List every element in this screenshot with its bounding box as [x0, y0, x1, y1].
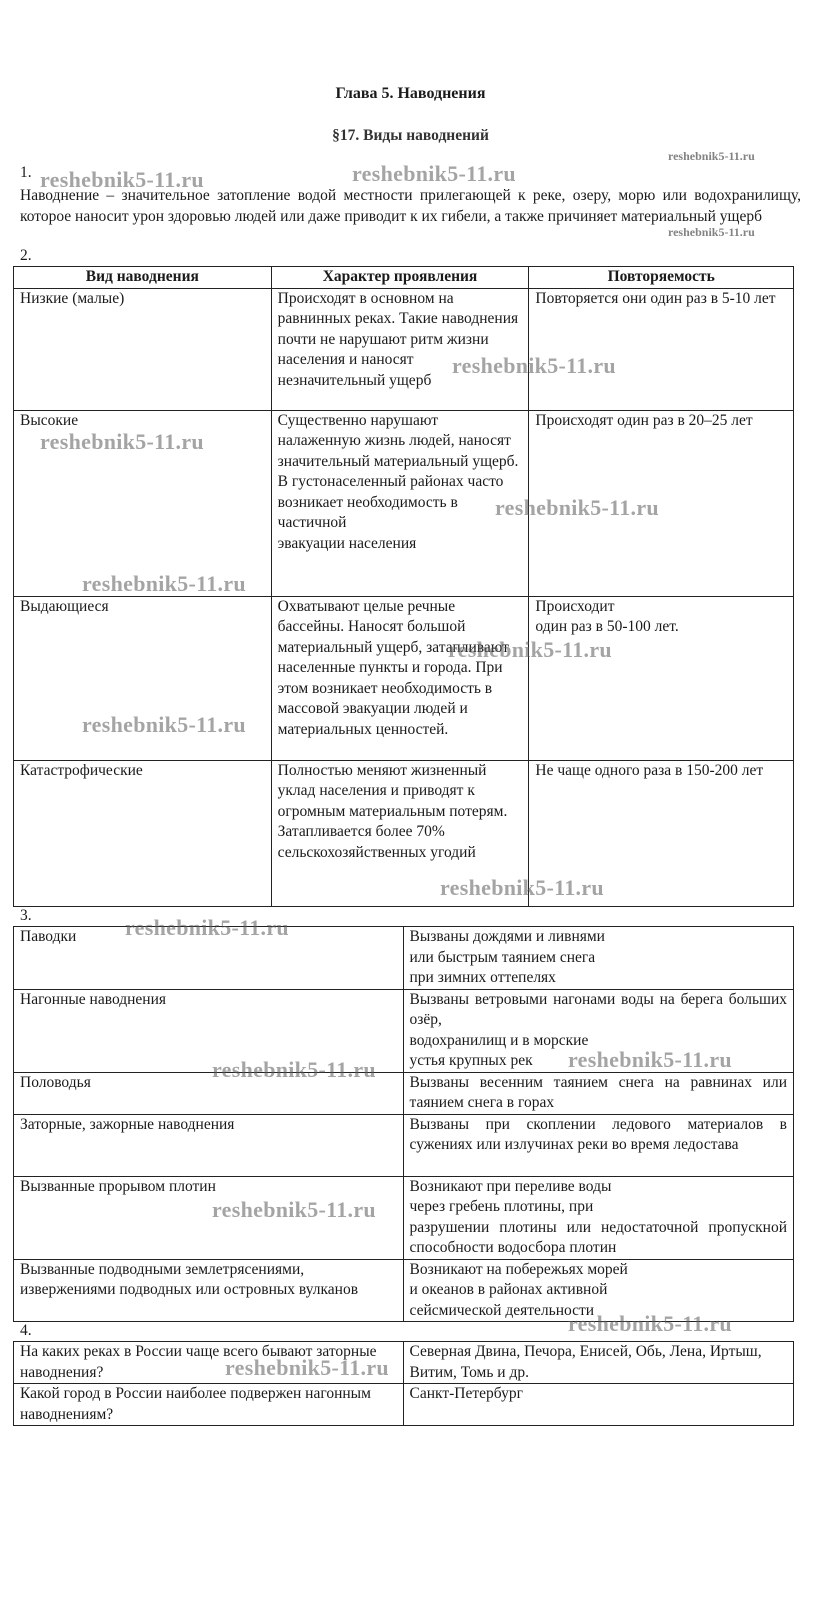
- table-row: [14, 1176, 794, 1259]
- watermark: reshebnik5-11.ru: [40, 429, 204, 454]
- watermark: reshebnik5-11.ru: [212, 1057, 376, 1082]
- flood-character-cell: Полностью меняют жизненный уклад населения и приводят к огромным материальным потерям. Затапливается более 70% сельскохозяйственных угодий: [271, 760, 529, 906]
- watermark: reshebnik5-11.ru: [212, 1197, 376, 1222]
- watermark: reshebnik5-11.ru: [82, 712, 246, 737]
- question-4-number: 4.: [20, 1322, 32, 1339]
- table-row: [14, 1259, 794, 1322]
- watermark-small: reshebnik5-11.ru: [668, 225, 755, 239]
- flood-frequency-cell: Повторяется они один раз в 5-10 лет: [529, 288, 794, 410]
- flood-kind-cell: Паводки: [14, 927, 404, 990]
- flood-character-cell: Происходят в основном на равнинных реках. Такие наводнения почти не нарушают ритм жизни населения и наносят незначительный ущерб: [271, 288, 529, 410]
- chapter-title: Глава 5. Наводнения: [335, 85, 486, 102]
- flood-type-cell: Низкие (малые): [14, 288, 272, 410]
- table-row: [14, 927, 794, 990]
- watermark: reshebnik5-11.ru: [568, 1047, 732, 1072]
- column-header: Повторяемость: [529, 267, 794, 289]
- flood-frequency-cell: Происходят один раз в 20–25 лет: [529, 410, 794, 596]
- flood-kind-cell: Нагонные наводнения: [14, 989, 404, 1072]
- table-header-row: [14, 267, 794, 289]
- table-row: [14, 288, 794, 410]
- watermark: reshebnik5-11.ru: [352, 161, 516, 186]
- table-row: [14, 760, 794, 906]
- section-title: §17. Виды наводнений: [332, 127, 489, 144]
- flood-kind-cell: Вызванные прорывом плотин: [14, 1176, 404, 1259]
- flood-character-cell: Охватывают целые речные бассейны. Наносят большой материальный ущерб, затапливают населенные пункты и города. При этом возникает необходимость в массовой эвакуации людей и материальных ценностей.: [271, 596, 529, 760]
- watermark: reshebnik5-11.ru: [448, 637, 612, 662]
- column-header: Характер проявления: [271, 267, 529, 289]
- watermark: reshebnik5-11.ru: [225, 1355, 389, 1380]
- flood-character-cell: Существенно нарушают налаженную жизнь людей, наносят значительный материальный ущерб. В густонаселенный районах часто возникает необходимость в частичной эвакуации населения: [271, 410, 529, 596]
- flood-type-cell: Высокие: [14, 410, 272, 596]
- watermark-small: reshebnik5-11.ru: [668, 149, 755, 163]
- table-row: [14, 1384, 794, 1426]
- question-cell: На каких реках в России чаще всего бывают заторные наводнения?: [14, 1342, 404, 1384]
- table-row: [14, 1342, 794, 1384]
- watermark: reshebnik5-11.ru: [452, 353, 616, 378]
- question-3-number: 3.: [20, 907, 32, 924]
- question-1-text: Наводнение – значительное затопление водой местности прилегающей к реке, озеру, морю или водохранилищу, которое наносит урон здоровью людей или даже приводит к их гибели, а также причиняет материальный ущерб: [20, 187, 801, 225]
- flood-types-table: [13, 266, 794, 907]
- flood-cause-cell: Вызваны дождями и ливнями или быстрым таянием снега при зимних оттепелях: [403, 927, 793, 990]
- question-cell: Какой город в России наиболее подвержен нагонным наводнениям?: [14, 1384, 404, 1426]
- flood-cause-cell: Вызваны при скоплении ледового материалов в сужениях или излучинах реки во время ледостава: [403, 1114, 793, 1176]
- flood-kind-cell: Заторные, зажорные наводнения: [14, 1114, 404, 1176]
- table-row: [14, 410, 794, 596]
- table-row: [14, 989, 794, 1072]
- flood-kind-cell: Вызванные подводными землетрясениями, извержениями подводных или островных вулканов: [14, 1259, 404, 1322]
- watermark: reshebnik5-11.ru: [40, 167, 204, 192]
- flood-causes-table: [13, 926, 794, 1322]
- answer-cell: Северная Двина, Печора, Енисей, Обь, Лена, Иртыш, Витим, Томь и др.: [403, 1342, 793, 1384]
- flood-frequency-cell: Происходит один раз в 50-100 лет.: [529, 596, 794, 760]
- flood-frequency-cell: Не чаще одного раза в 150-200 лет: [529, 760, 794, 906]
- flood-cause-cell: Возникают при переливе воды через гребень плотины, при разрушении плотины или недостаточной пропускной способности водосбора плотин: [403, 1176, 793, 1259]
- table-row: [14, 1114, 794, 1176]
- watermark: reshebnik5-11.ru: [568, 1311, 732, 1336]
- answer-cell: Санкт-Петербург: [403, 1384, 793, 1426]
- watermark: reshebnik5-11.ru: [125, 915, 289, 940]
- flood-kind-cell: Половодья: [14, 1072, 404, 1114]
- table-row: [14, 1072, 794, 1114]
- column-header: Вид наводнения: [14, 267, 272, 289]
- flood-type-cell: Катастрофические: [14, 760, 272, 906]
- question-1-number: 1.: [20, 164, 32, 181]
- question-2-number: 2.: [20, 247, 32, 264]
- flood-questions-table: [13, 1341, 794, 1426]
- watermark: reshebnik5-11.ru: [82, 571, 246, 596]
- flood-type-cell: Выдающиеся: [14, 596, 272, 760]
- table-row: [14, 596, 794, 760]
- flood-cause-cell: Вызваны весенним таянием снега на равнинах или таянием снега в горах: [403, 1072, 793, 1114]
- watermark: reshebnik5-11.ru: [495, 495, 659, 520]
- flood-cause-cell: Вызваны ветровыми нагонами воды на берега больших озёр, водохранилищ и в морские устья крупных рек: [403, 989, 793, 1072]
- watermark: reshebnik5-11.ru: [440, 875, 604, 900]
- flood-cause-cell: Возникают на побережьях морей и океанов в районах активной сейсмической деятельности: [403, 1259, 793, 1322]
